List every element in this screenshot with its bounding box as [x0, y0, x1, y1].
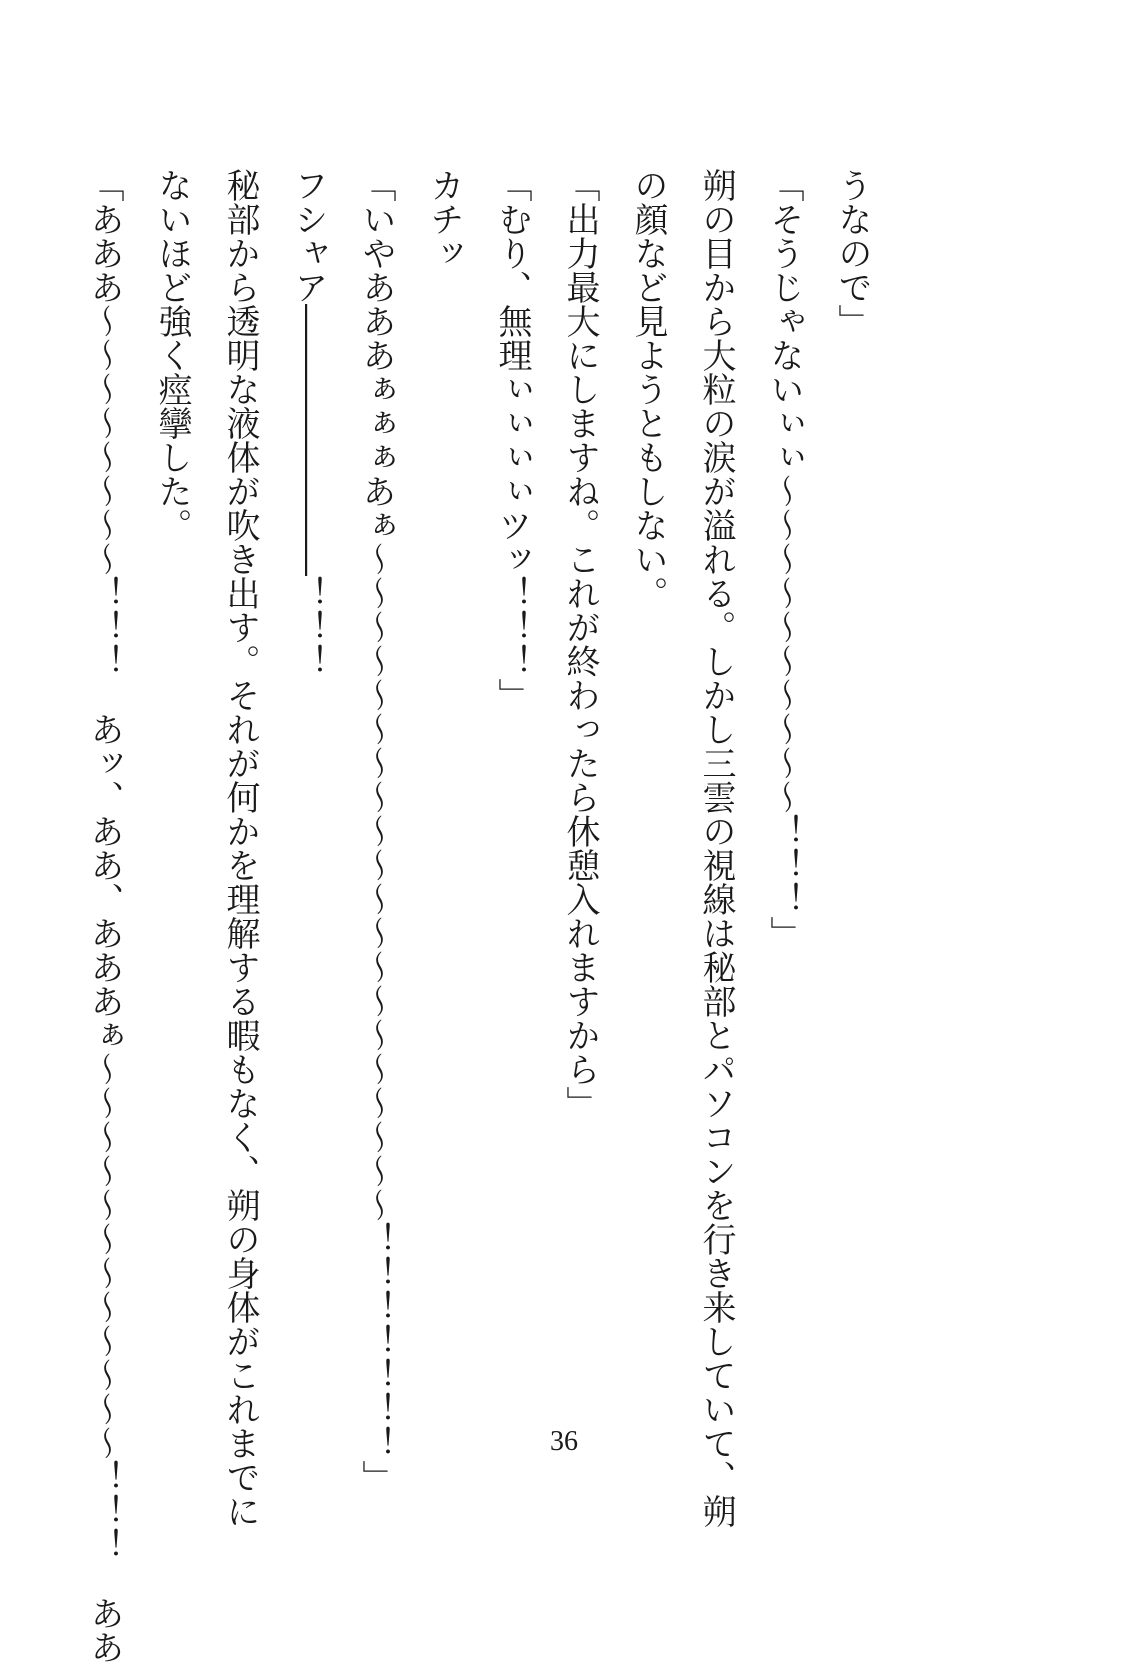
text-line: 「あああ〜〜〜〜〜〜〜〜！！！ あッ、ああ、あああぁ〜〜〜〜〜〜〜〜〜〜〜〜！！！ ああ: [84, 168, 124, 1664]
text-line: 「むり、無理ぃぃぃぃツッ！！！」: [492, 168, 532, 712]
text-line: 「そうじゃないぃぃ〜〜〜〜〜〜〜〜〜〜！！！」: [764, 168, 804, 950]
text-line: 朔の目から大粒の涙が溢れる。しかし三雲の視線は秘部とパソコンを行き来していて、朔: [696, 168, 736, 1528]
text-line: 「いやあああぁぁぁあぁ〜〜〜〜〜〜〜〜〜〜〜〜〜〜〜〜〜〜〜〜！！！！！！！」: [356, 168, 396, 1494]
text-line: 秘部から透明な液体が吹き出す。それが何かを理解する暇もなく、朔の身体がこれまでに: [220, 168, 260, 1528]
text-line: の顔など見ようともしない。: [628, 168, 668, 610]
text-line: カチッ: [424, 168, 464, 270]
text-line: うなので」: [832, 168, 872, 338]
text-line: 「出力最大にしますね。これが終わったら休憩入れますから」: [560, 168, 600, 1120]
text-line: ないほど強く痙攣した。: [152, 168, 192, 542]
text-line: フシャア――――――――！！！: [288, 168, 328, 678]
page-number: 36: [550, 1426, 578, 1457]
